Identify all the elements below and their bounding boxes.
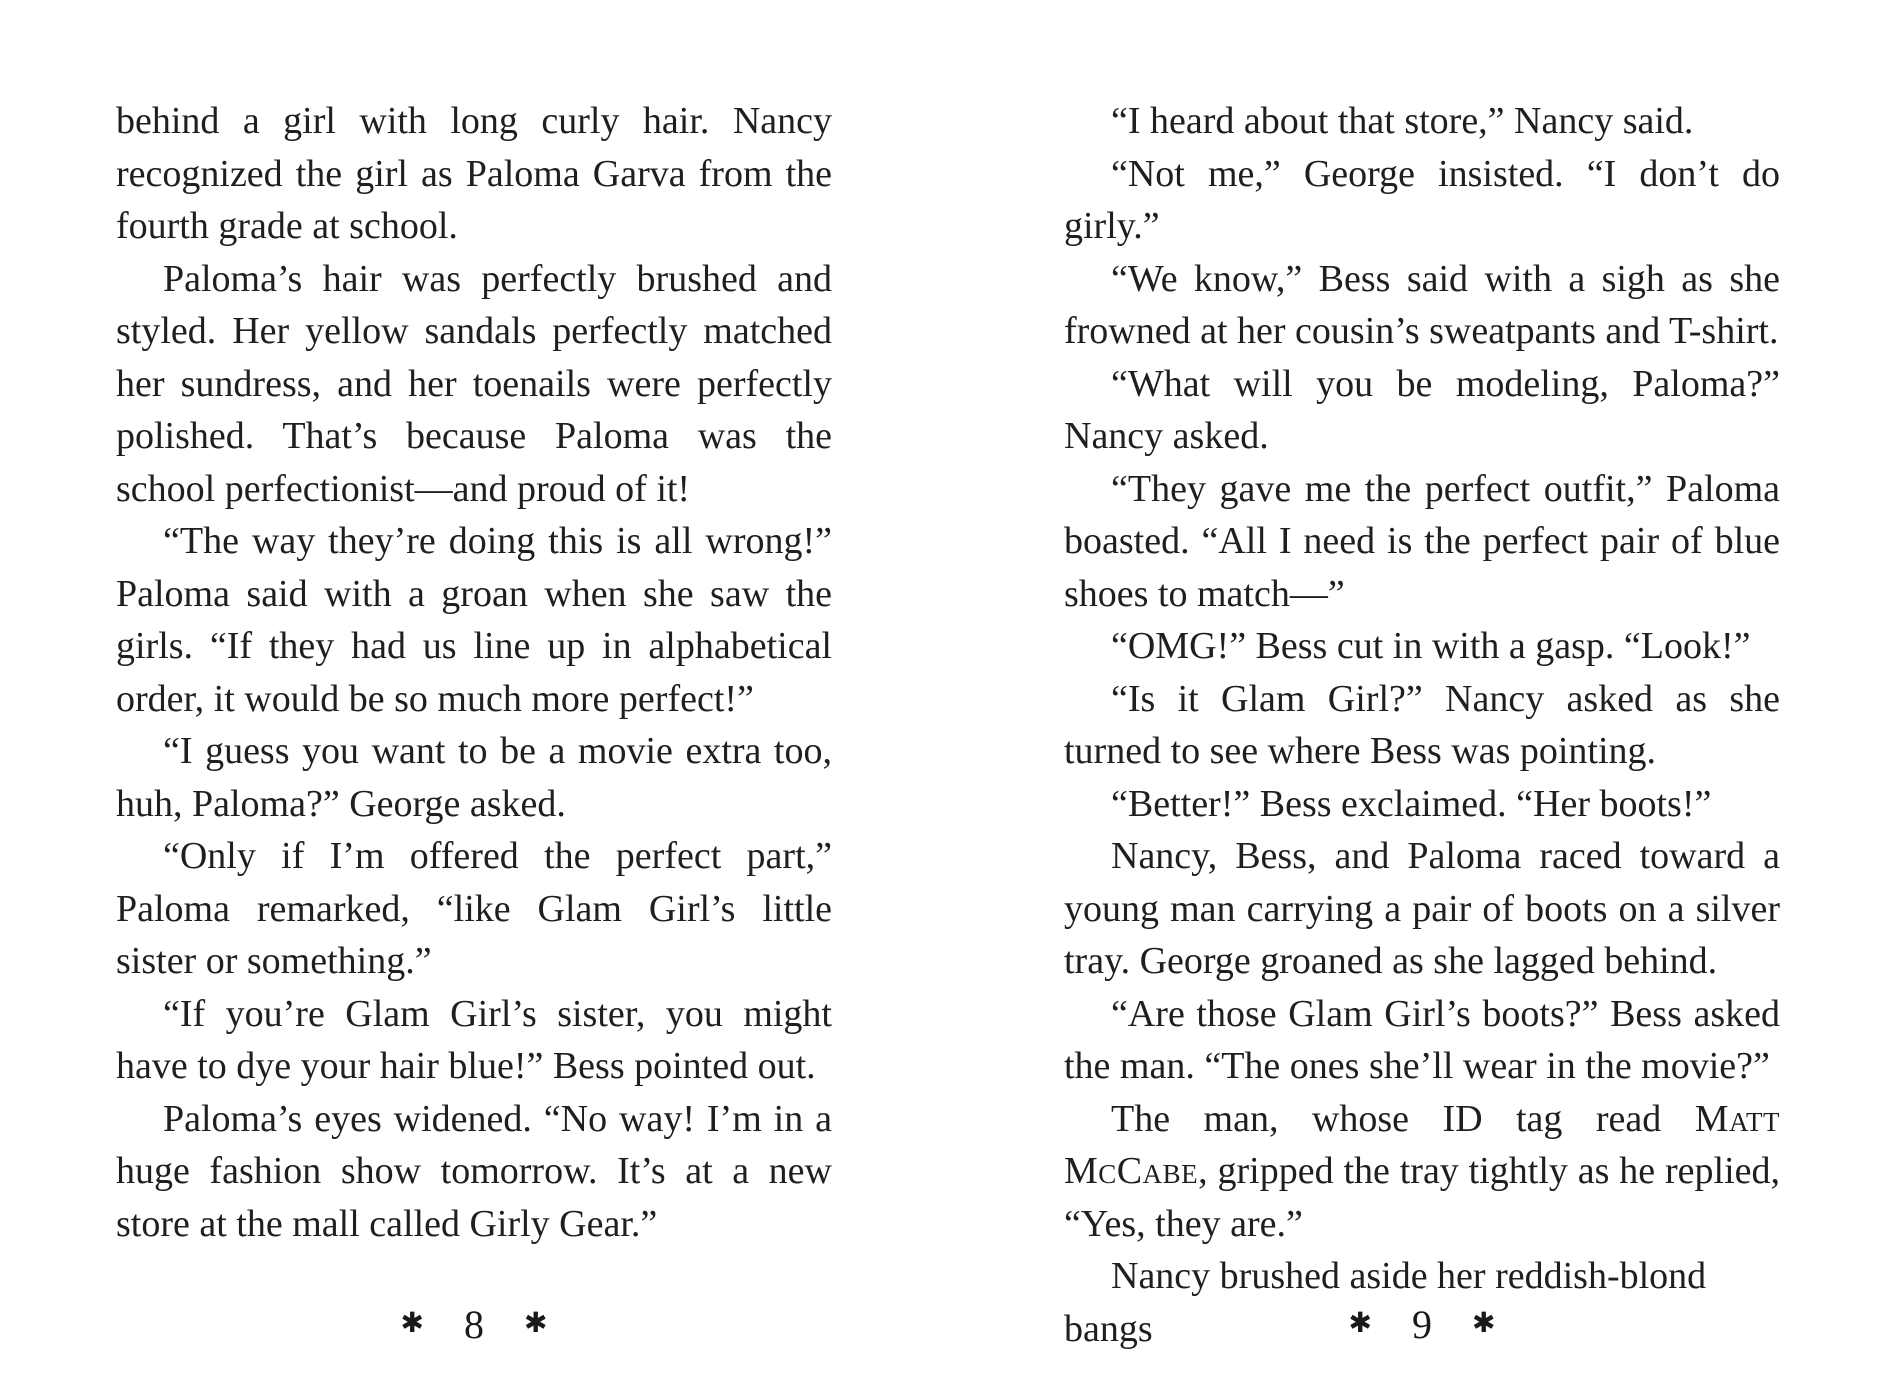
right-page [1064,95,1780,1350]
paragraph: “What will you be modeling, Paloma?” Nancy asked. [1064,362,1780,457]
star-ornament-icon: ✱ [524,1305,548,1339]
paragraph: Paloma’s eyes widened. “No way! I’m in a huge fashion show tomorrow. It’s at a new store at the mall called Girly Gear.” [116,1097,832,1245]
paragraph: “They gave me the perfect outfit,” Paloma boasted. “All I need is the perfect pair of blue shoes to match—” [1064,467,1780,615]
page-number: 8 [464,1301,484,1347]
left-page-folio [116,1296,832,1350]
paragraph: “Are those Glam Girl’s boots?” Bess asked the man. “The ones she’ll wear in the movie?” [1064,992,1780,1087]
left-page [116,95,832,1275]
star-ornament-icon: ✱ [1472,1305,1496,1339]
paragraph [1064,1093,1780,1251]
right-page-folio [1064,1296,1780,1350]
paragraph: “OMG!” Bess cut in with a gasp. “Look!” [1111,625,1751,667]
id-tag-name: Matt McCabe [1064,1097,1780,1192]
paragraph: “Is it Glam Girl?” Nancy asked as she turned to see where Bess was pointing. [1064,677,1780,772]
star-ornament-icon: ✱ [400,1305,424,1339]
paragraph: Nancy, Bess, and Paloma raced toward a young man carrying a pair of boots on a silver tray. George groaned as she lagged behind. [1064,835,1780,982]
left-page-text [116,95,832,1250]
paragraph: “I guess you want to be a movie extra too, huh, Paloma?” George asked. [116,730,832,825]
paragraph: “Only if I’m offered the perfect part,” Paloma remarked, “like Glam Girl’s little sister or something.” [116,835,832,982]
paragraph: “Better!” Bess exclaimed. “Her boots!” [1111,782,1712,825]
paragraph: “Not me,” George insisted. “I don’t do girly.” [1064,152,1780,247]
paragraph: “I heard about that store,” Nancy said. [1111,100,1694,142]
paragraph-text: , gripped the tray tightly as he replied, “Yes, they are.” [1064,1150,1780,1245]
paragraph: “We know,” Bess said with a sigh as she frowned at her cousin’s sweatpants and T-shirt. [1064,257,1780,352]
right-page-text [1064,95,1780,1355]
paragraph: behind a girl with long curly hair. Nancy recognized the girl as Paloma Garva from the fourth grade at school. [116,100,832,247]
paragraph: Nancy brushed aside her reddish-blond bangs [1064,1255,1707,1350]
page-number: 9 [1412,1301,1432,1347]
paragraph: “The way they’re doing this is all wrong!” Paloma said with a groan when she saw the girls. “If they had us line up in alphabetical order, it would be so much more perfect!” [116,520,832,720]
paragraph: “If you’re Glam Girl’s sister, you might have to dye your hair blue!” Bess pointed out. [116,992,832,1087]
star-ornament-icon: ✱ [1348,1305,1372,1339]
paragraph-text: The man, whose ID tag read [1111,1097,1695,1140]
paragraph: Paloma’s hair was perfectly brushed and styled. Her yellow sandals perfectly matched her sundress, and her toenails were perfectly polished. That’s because Paloma was the school perfectionist—and proud of it! [116,257,832,510]
